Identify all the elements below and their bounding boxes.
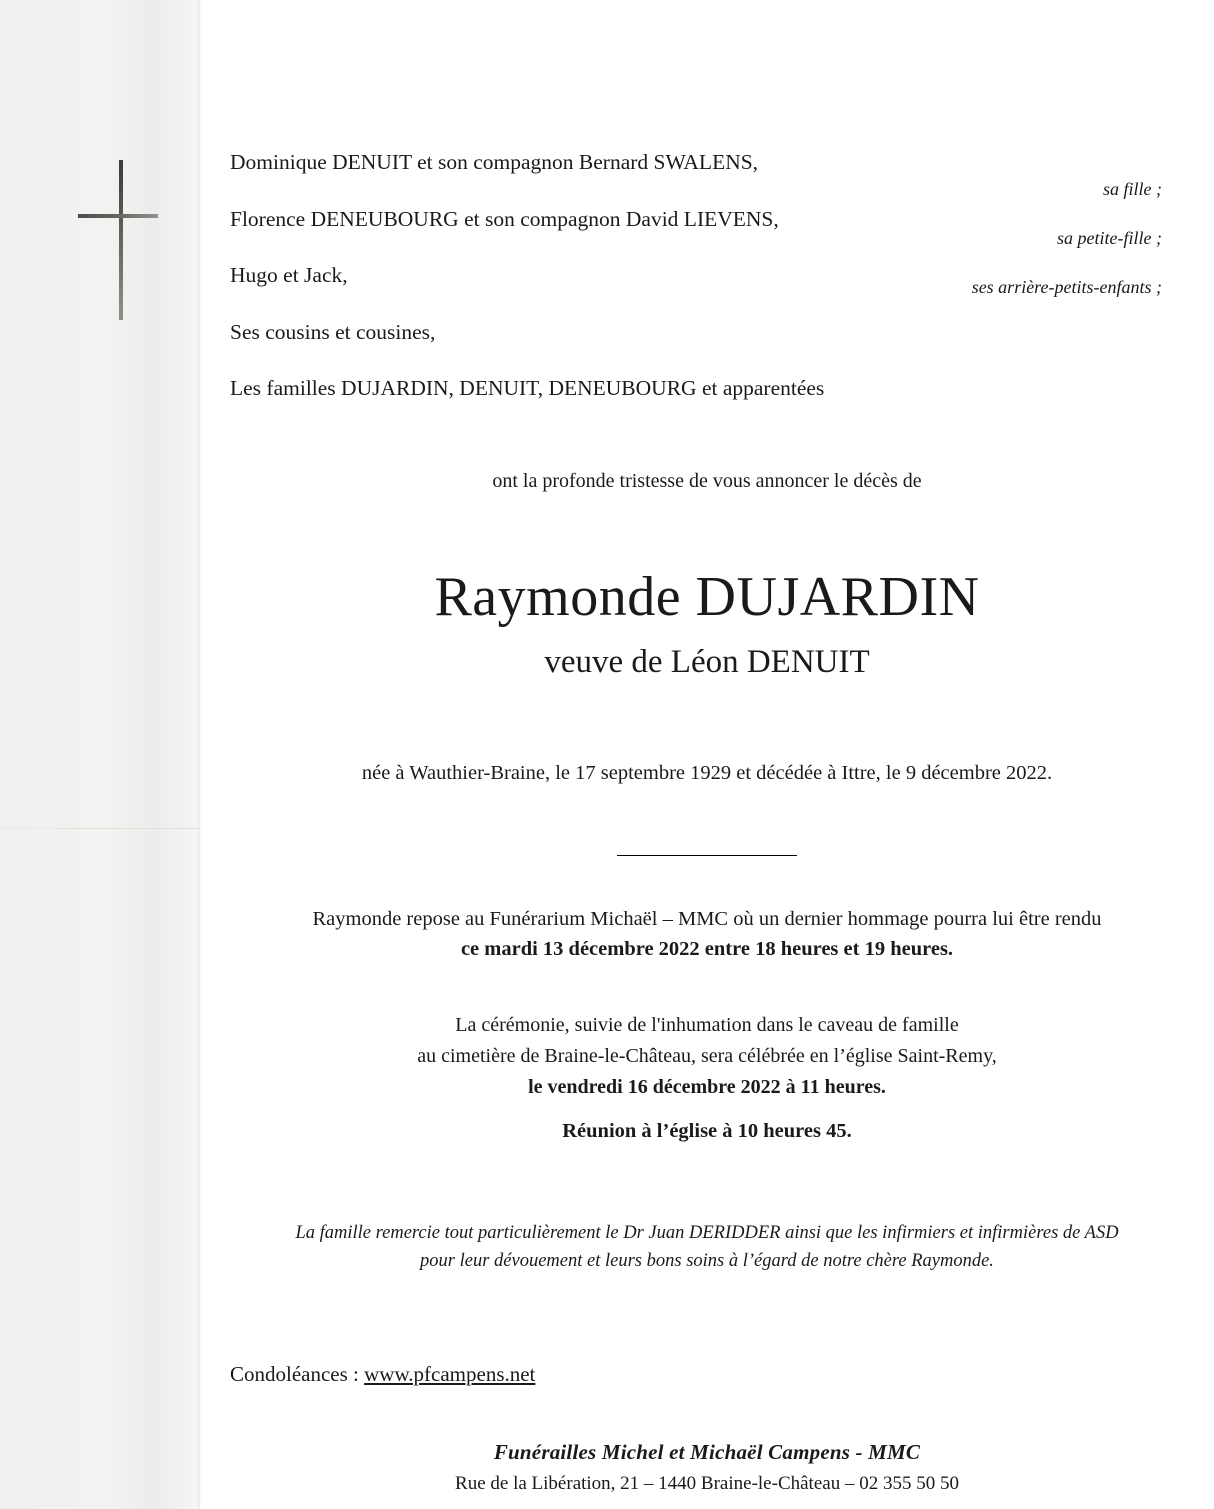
- thanks-line-2: pour leur dévouement et leurs bons soins à l’égard de notre chère Raymonde.: [420, 1250, 994, 1271]
- family-line: Florence DENEUBOURG et son compagnon David LIEVENS,: [230, 206, 779, 231]
- condolences: [230, 1362, 535, 1387]
- birth-death-text: née à Wauthier-Braine, le 17 septembre 1929 et décédée à Ittre, le 9 décembre 2022.: [361, 762, 1053, 784]
- deceased-subtitle: veuve de Léon DENUIT: [544, 644, 870, 680]
- repose-schedule: ce mardi 13 décembre 2022 entre 18 heures et 19 heures.: [460, 937, 954, 960]
- band-seam-line: [55, 828, 200, 829]
- family-line: Ses cousins et cousines,: [230, 319, 436, 344]
- relation-line: sa petite-fille ;: [1057, 228, 1162, 248]
- thanks-block: [200, 1220, 1214, 1276]
- cross-vertical-bar: [119, 160, 123, 320]
- family-line: Hugo et Jack,: [230, 263, 348, 287]
- funeral-home-name: Funérailles Michel et Michaël Campens - MMC: [493, 1440, 921, 1464]
- family-line: Dominique DENUIT et son compagnon Bernard SWALENS,: [230, 150, 759, 174]
- cross-icon: [78, 160, 158, 320]
- section-divider: [617, 855, 797, 856]
- band-seam-line-secondary: [0, 828, 56, 829]
- footer: [200, 1440, 1214, 1495]
- repose-text: Raymonde repose au Funérarium Michaël – MMC où un dernier hommage pourra lui être rendu: [312, 908, 1102, 930]
- relation-list: [832, 180, 1162, 327]
- announcement-text: ont la profonde tristesse de vous annoncer le décès de: [492, 470, 922, 492]
- reunion-text: Réunion à l’église à 10 heures 45.: [562, 1120, 852, 1142]
- thanks-line-1: La famille remercie tout particulièrement le Dr Juan DERIDDER ainsi que les infirmiers et infirmières de ASD: [295, 1223, 1119, 1243]
- ceremony-block: [200, 1010, 1214, 1103]
- ceremony-line-1: La cérémonie, suivie de l'inhumation dans le caveau de famille: [455, 1014, 959, 1036]
- deceased-name: Raymonde DUJARDIN: [434, 566, 980, 628]
- relation-line: ses arrière-petits-enfants ;: [971, 277, 1162, 297]
- ceremony-line-2: au cimetière de Braine-le-Château, sera célébrée en l’église Saint-Remy,: [417, 1045, 997, 1067]
- ceremony-schedule: le vendredi 16 décembre 2022 à 11 heures.: [528, 1076, 886, 1098]
- family-line: Les familles DUJARDIN, DENUIT, DENEUBOURG et apparentées: [230, 376, 825, 400]
- condolences-label: Condoléances :: [230, 1362, 365, 1386]
- relation-line: sa fille ;: [1103, 179, 1162, 199]
- repose-block: [200, 905, 1214, 964]
- cross-horizontal-bar: [78, 214, 158, 218]
- notice-content: [200, 0, 1214, 1509]
- condolences-link[interactable]: www.pfcampens.net: [364, 1362, 536, 1386]
- funeral-home-address: Rue de la Libération, 21 – 1440 Braine-le-Château – 02 355 50 50: [455, 1473, 959, 1494]
